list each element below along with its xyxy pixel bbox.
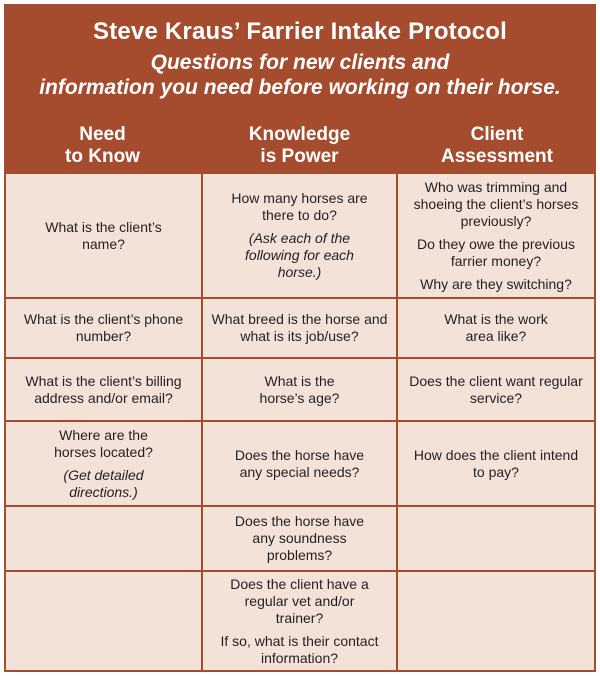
question-text: What is the horse’s age? (259, 372, 340, 406)
column-header-client-assessment (398, 120, 596, 172)
table-cell (398, 359, 594, 420)
intake-protocol-table (4, 4, 596, 672)
question-text: What is the client’s name? (45, 218, 162, 252)
table-cell (203, 174, 396, 297)
question-text: Does the horse have any special needs? (234, 446, 365, 480)
question-text: How does the client intend to pay? (413, 446, 579, 480)
question-text: Who was trimming and shoeing the client’s horses previously? (413, 178, 579, 229)
note-text: (Get detailed directions.) (63, 466, 144, 500)
column-header-line: Knowledge (248, 124, 351, 145)
subtitle-line-1: Questions for new clients and (150, 51, 450, 74)
page-title: Steve Kraus’ Farrier Intake Protocol (92, 18, 508, 45)
table-cell (398, 422, 594, 505)
table-cell (6, 174, 201, 297)
table-cell (398, 299, 594, 357)
question-text: Where are the horses located? (54, 426, 153, 460)
table-cell (203, 422, 396, 505)
column-header-line: Client (470, 124, 524, 145)
note-text: (Ask each of the following for each horse.) (245, 230, 354, 280)
column-header-line: Assessment (441, 146, 553, 167)
subtitle (4, 50, 596, 100)
question-text: What is the work area like? (444, 311, 548, 344)
question-text: How many horses are there to do? (231, 190, 368, 223)
table-cell-empty (398, 507, 594, 570)
table-cell-empty (6, 572, 201, 670)
question-text: What breed is the horse and what is its job/use? (211, 311, 388, 344)
column-header-line: is Power (260, 146, 339, 167)
table-cell-empty (6, 507, 201, 570)
question-text: Do they owe the previous farrier money? (417, 235, 575, 269)
column-header-need-to-know (4, 120, 201, 172)
subtitle-line-2: information you need before working on their horse. (39, 76, 561, 99)
question-text: Does the client have a regular vet and/or trainer? (230, 575, 369, 626)
table-cell-empty (398, 572, 594, 670)
column-header-knowledge-is-power (203, 120, 396, 172)
table-cell (203, 299, 396, 357)
table-cell (203, 359, 396, 420)
question-text: Does the horse have any soundness problems? (234, 513, 365, 563)
column-header-line: Need (79, 124, 126, 145)
table-cell (398, 174, 594, 297)
table-cell (203, 572, 396, 670)
question-text: Why are they switching? (420, 275, 572, 292)
table-cell (6, 299, 201, 357)
question-text: Does the client want regular service? (409, 372, 583, 406)
table-cell (6, 359, 201, 420)
column-header-line: to Know (65, 146, 140, 167)
table-cell (6, 422, 201, 505)
question-text: If so, what is their contact information? (220, 632, 379, 666)
table-cell (203, 507, 396, 570)
question-text: What is the client’s billing address and/or email? (25, 372, 182, 406)
question-text: What is the client’s phone number? (23, 311, 184, 344)
title-block (4, 4, 596, 118)
